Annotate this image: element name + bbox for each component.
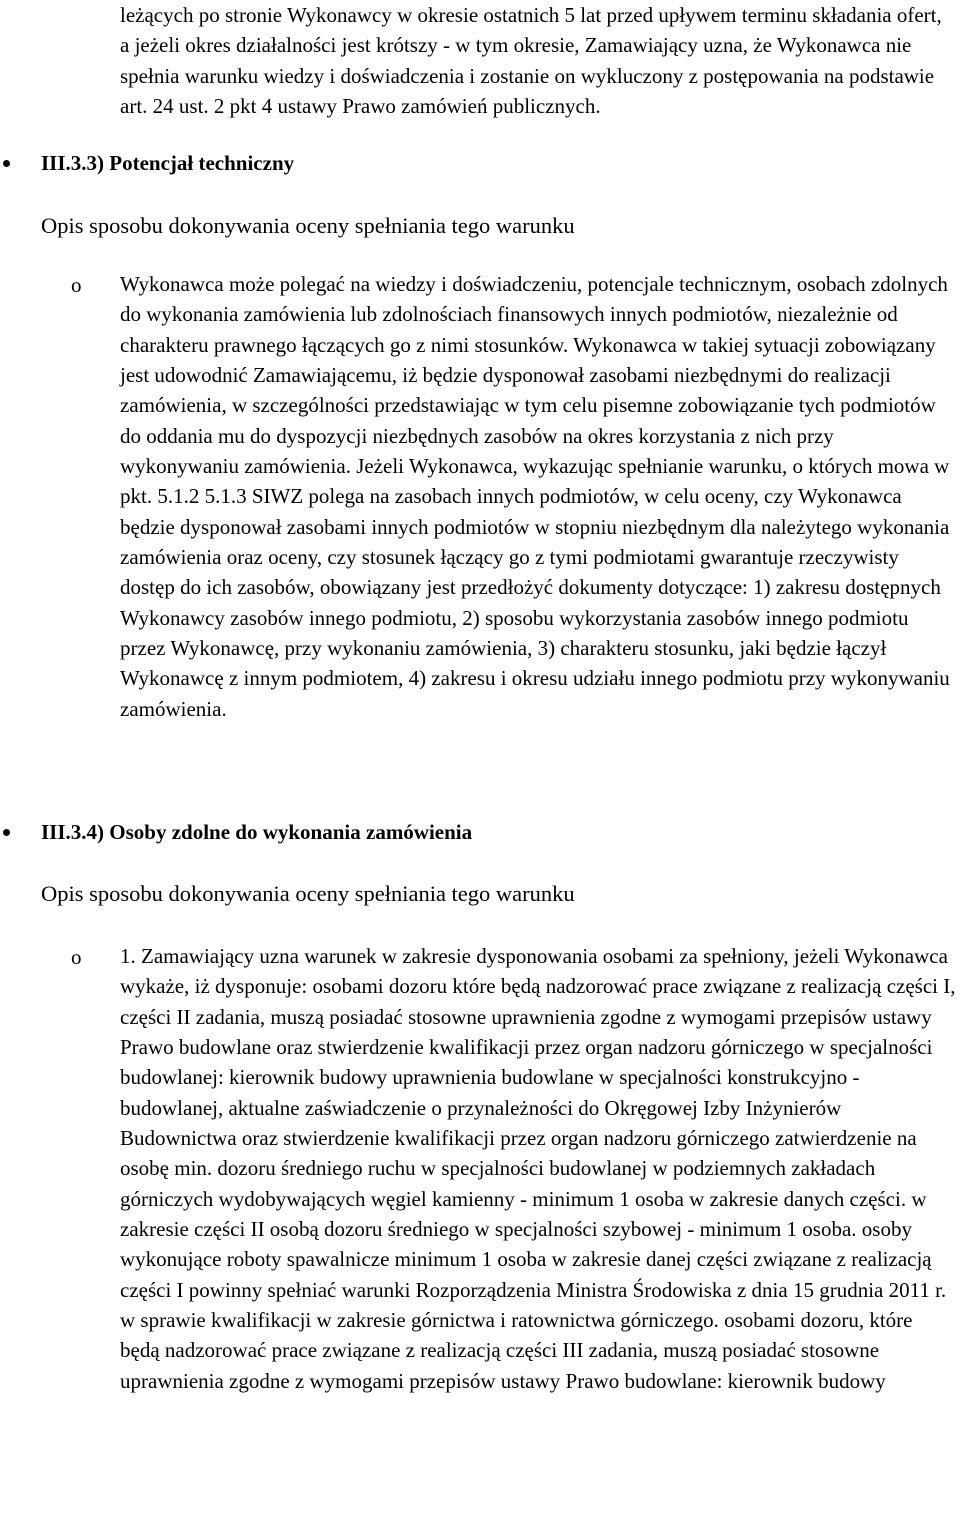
- bullet-icon: [3, 829, 10, 836]
- section-heading: III.3.4) Osoby zdolne do wykonania zamówienia: [41, 820, 473, 844]
- list-item-text: 1. Zamawiający uzna warunek w zakresie dysponowania osobami za spełniony, jeżeli Wykonawca wykaże, iż dysponuje: osobami dozoru które będą nadzorować prace związane z realizacją części I, części II zadania, muszą posiadać stosowne uprawnienia zgodne z wymogami przepisów ustawy Prawo budowlane oraz stwierdzenie kwalifikacji przez organ nadzoru górniczego w specjalności budowlanej: kierownik budowy uprawnienia budowlane w specjalności konstrukcyjno - budowlanej, aktualne zaświadczenie o przynależności do Okręgowej Izby Inżynierów Budownictwa oraz stwierdzenie kwalifikacji przez organ nadzoru górniczego zatwierdzenie na osobę min. dozoru średniego ruchu w specjalności budowlanej w podziemnych zakładach górniczych wydobywających węgiel kamienny - minimum 1 osoba w zakresie danych części. w zakresie części II osobą dozoru średniego w specjalności szybowej - minimum 1 osoba. osoby wykonujące roboty spawalnicze minimum 1 osoba w zakresie danej części związane z realizacją części I powinny spełniać warunki Rozporządzenia Ministra Środowiska z dnia 15 grudnia 2011 r. w sprawie kwalifikacji w zakresie górnictwa i ratownictwa górniczego. osobami dozoru, które będą nadzorować prace związane z realizacją części III zadania, muszą posiadać stosowne uprawnienia zgodne z wymogami przepisów ustawy Prawo budowlane: kierownik budowy: [120, 944, 956, 1393]
- section-heading: III.3.3) Potencjał techniczny: [41, 151, 295, 175]
- circle-bullet-icon: o: [71, 273, 82, 297]
- section-subheading: Opis sposobu dokonywania oceny spełniania tego warunku: [41, 213, 575, 238]
- list-item-text: Wykonawca może polegać na wiedzy i doświadczeniu, potencjale technicznym, osobach zdolnych do wykonania zamówienia lub zdolnościach finansowych innych podmiotów, niezależnie od charakteru prawnego łączących go z nimi stosunków. Wykonawca w takiej sytuacji zobowiązany jest udowodnić Zamawiającemu, iż będzie dysponował zasobami niezbędnymi do realizacji zamówienia, w szczególności przedstawiając w tym celu pisemne zobowiązanie tych podmiotów do oddania mu do dyspozycji niezbędnych zasobów na okres korzystania z nich przy wykonywaniu zamówienia. Jeżeli Wykonawca, wykazując spełnianie warunku, o których mowa w pkt. 5.1.2 5.1.3 SIWZ polega na zasobach innych podmiotów, w celu oceny, czy Wykonawca będzie dysponował zasobami innych podmiotów w stopniu niezbędnym dla należytego wykonania zamówienia oraz oceny, czy stosunek łączący go z tymi podmiotami gwarantuje rzeczywisty dostęp do ich zasobów, obowiązany jest przedłożyć dokumenty dotyczące: 1) zakresu dostępnych Wykonawcy zasobów innego podmiotu, 2) sposobu wykorzystania zasobów innego podmiotu przez Wykonawcę, przy wykonaniu zamówienia, 3) charakteru stosunku, jaki będzie łączył Wykonawcę z innym podmiotem, 4) zakresu i okresu udziału innego podmiotu przy wykonywaniu zamówienia.: [120, 272, 950, 721]
- section-heading-row: [0, 817, 960, 847]
- section-heading-row: [0, 148, 960, 178]
- continuation-paragraph: leżących po stronie Wykonawcy w okresie ostatnich 5 lat przed upływem terminu składania ofert, a jeżeli okres działalności jest krótszy - w tym okresie, Zamawiający uzna, że Wykonawca nie spełnia warunku wiedzy i doświadczenia i zostanie on wykluczony z postępowania na podstawie art. 24 ust. 2 pkt 4 ustawy Prawo zamówień publicznych.: [120, 3, 942, 119]
- bullet-icon: [3, 160, 10, 167]
- section-subheading: Opis sposobu dokonywania oceny spełniania tego warunku: [41, 881, 575, 906]
- circle-bullet-icon: o: [71, 945, 82, 969]
